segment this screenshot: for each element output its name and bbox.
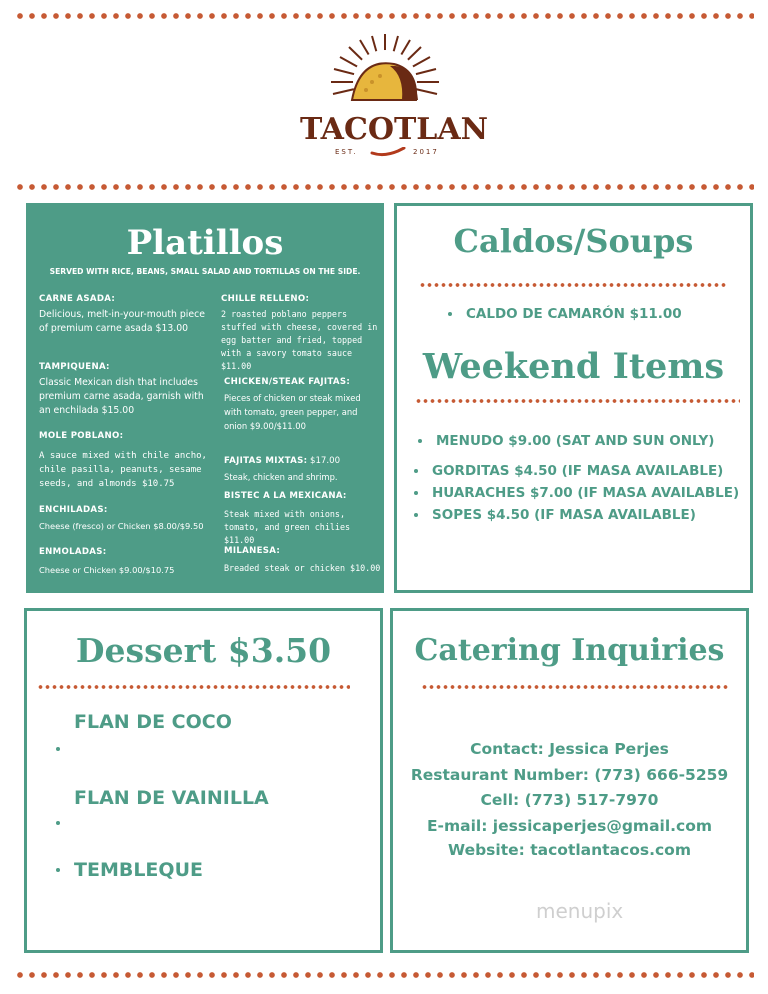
menu-item-name: CHICKEN/STEAK FAJITAS:: [224, 377, 351, 387]
catering-cell[interactable]: Cell: (773) 517-7970: [480, 791, 659, 809]
list-item: HUARACHES $7.00 (IF MASA AVAILABLE): [410, 482, 739, 504]
menu-item-name: BISTEC A LA MEXICANA:: [224, 491, 347, 501]
menu-item-fajitas-mixtas: [224, 453, 379, 484]
brand-year: 2017: [413, 148, 439, 156]
weekend-divider: [415, 398, 740, 404]
menu-item-name: CARNE ASADA:: [39, 294, 116, 304]
top-dotted-divider: [14, 12, 754, 20]
catering-email[interactable]: E-mail: jessicaperjes@gmail.com: [426, 817, 713, 835]
menu-item-desc: A sauce mixed with chile ancho, chile pasilla, peanuts, sesame seeds, and almonds $10.75: [39, 451, 207, 489]
catering-website[interactable]: Website: tacotlantacos.com: [448, 841, 691, 859]
caldos-list: [444, 306, 682, 322]
catering-divider: [421, 684, 728, 690]
platillos-subtitle: SERVED WITH RICE, BEANS, SMALL SALAD AND TORTILLAS ON THE SIDE.: [49, 267, 361, 276]
list-item: TEMBLEQUE: [52, 859, 269, 881]
logo: [300, 30, 489, 165]
dessert-title: Dessert $3.50: [75, 631, 332, 670]
weekend-title: Weekend Items: [422, 346, 725, 387]
dessert-panel: [24, 608, 383, 953]
dessert-divider: [37, 684, 350, 690]
menu-item-mole-poblano: [39, 429, 209, 491]
brand-est: EST.: [335, 148, 358, 156]
menu-item-name: FAJITAS MIXTAS:: [224, 456, 308, 466]
menu-item-name: ENCHILADAS:: [39, 505, 108, 515]
weekend-list: [414, 430, 739, 526]
menu-item-desc: 2 roasted poblano peppers stuffed with cheese, covered in egg batter and fried, topped with a savory tomato sauce $11.00: [221, 309, 378, 371]
menu-item-name: MOLE POBLANO:: [39, 431, 124, 441]
menu-item-name: TAMPIQUENA:: [39, 362, 110, 372]
list-item: FLAN DE VAINILLA: [52, 787, 269, 859]
taco-sun-icon: [300, 30, 470, 120]
menu-item-enchiladas: [39, 503, 219, 533]
list-item: CALDO DE CAMARÓN $11.00: [444, 306, 682, 322]
watermark-logo: menupix: [536, 899, 624, 923]
menu-item-carne-asada: [39, 292, 209, 336]
menu-item-desc: Steak mixed with onions, tomato, and green chilies $11.00: [224, 509, 351, 545]
menu-item-desc: Steak, chicken and shrimp.: [224, 472, 338, 482]
list-item: SOPES $4.50 (IF MASA AVAILABLE): [410, 504, 739, 526]
menu-item-bistec-a-la-mexicana: [224, 489, 382, 547]
menu-item-name: ENMOLADAS:: [39, 547, 107, 557]
menu-item-tampiquena: [39, 360, 214, 418]
caldos-weekend-panel: [394, 203, 753, 593]
platillos-panel: [26, 203, 384, 593]
caldos-title: Caldos/Soups: [453, 222, 694, 260]
menu-item-price: $17.00: [309, 456, 341, 466]
menu-item-desc: Classic Mexican dish that includes premium carne asada, garnish with an enchilada $15.00: [39, 377, 204, 416]
platillos-title: Platillos: [126, 223, 284, 263]
dessert-list: [52, 711, 269, 881]
menu-item-name: CHILLE RELLENO:: [221, 294, 310, 304]
caldos-divider: [419, 282, 728, 288]
menu-item-milanesa: [224, 544, 382, 575]
brand-name: TACOTLAN: [300, 112, 489, 147]
catering-contact: Contact: Jessica Perjes: [470, 740, 669, 758]
list-item: FLAN DE COCO: [52, 711, 269, 787]
catering-title: Catering Inquiries: [414, 633, 725, 668]
catering-phone[interactable]: Restaurant Number: (773) 666-5259: [410, 766, 729, 784]
menu-item-desc: Cheese or Chicken $9.00/$10.75: [39, 565, 175, 575]
menu-item-desc: Pieces of chicken or steak mixed with tomato, green pepper, and onion $9.00/$11.00: [224, 393, 361, 431]
menu-item-name: MILANESA:: [224, 546, 281, 556]
bottom-dotted-divider: [14, 971, 754, 979]
menu-item-chicken-steak-fajitas: [224, 375, 374, 433]
menu-item-desc: Breaded steak or chicken $10.00: [224, 563, 381, 573]
menu-item-desc: Cheese (fresco) or Chicken $8.00/$9.50: [39, 521, 204, 531]
menu-item-enmoladas: [39, 545, 219, 577]
list-item: GORDITAS $4.50 (IF MASA AVAILABLE): [410, 460, 739, 482]
menu-item-desc: Delicious, melt-in-your-mouth piece of premium carne asada $13.00: [39, 309, 205, 334]
list-item: MENUDO $9.00 (SAT AND SUN ONLY): [414, 430, 739, 452]
header-dotted-divider: [14, 183, 754, 191]
menu-item-chille-relleno: [221, 292, 379, 373]
chili-pepper-icon: [370, 147, 406, 157]
